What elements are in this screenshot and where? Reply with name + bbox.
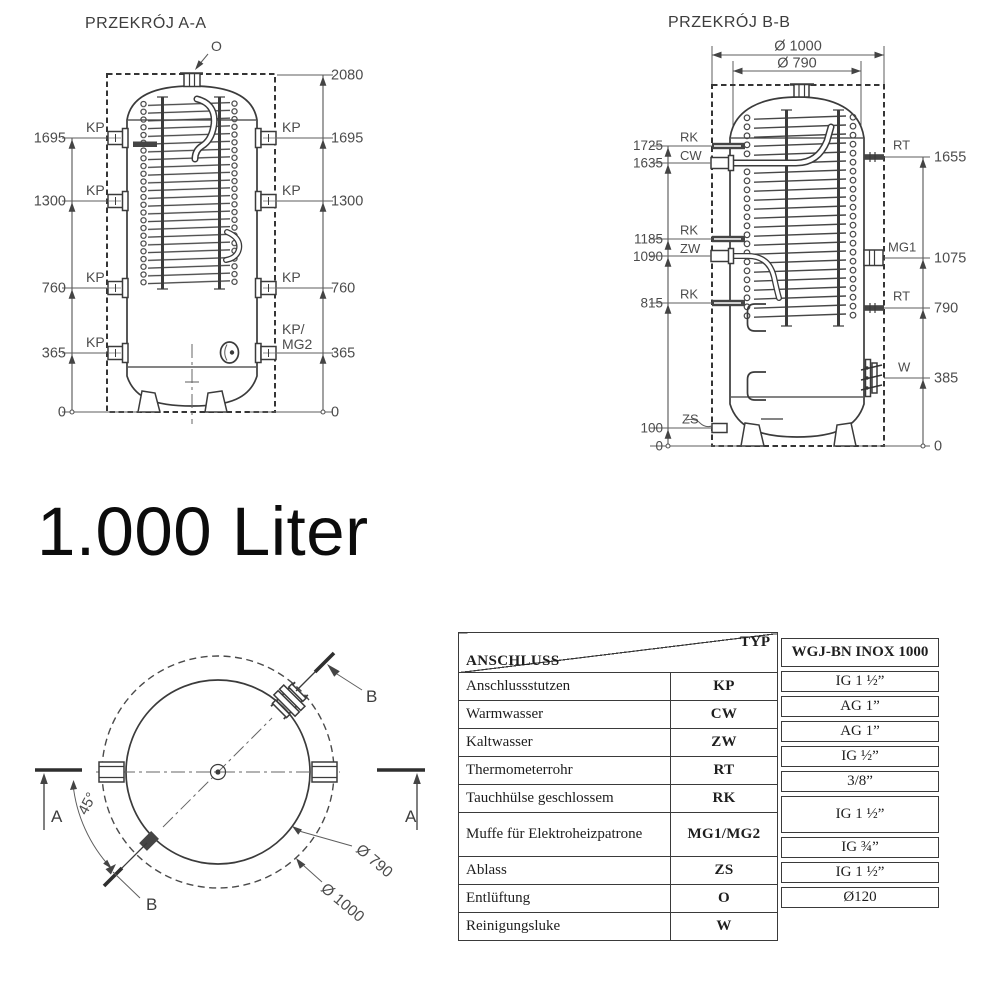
spec-table-values <box>781 634 939 912</box>
bb-rk-label: RK <box>680 286 699 302</box>
bb-dim-0-left: 0 <box>655 438 663 454</box>
row-name: Muffe für Elektroheizpatrone <box>459 813 671 857</box>
tv-flange-ne <box>267 678 312 723</box>
row-name: Warmwasser <box>459 701 671 729</box>
row-code: KP <box>671 673 778 701</box>
bb-rk-label: RK <box>680 129 699 145</box>
bb-top-nozzle <box>790 85 814 98</box>
tv-section-a-right <box>377 770 425 830</box>
section-aa-title: PRZEKRÓJ A-A <box>85 15 207 32</box>
aa-dim-2080: 2080 <box>331 67 364 84</box>
row-size: IG 1 ½” <box>781 671 939 692</box>
section-bb-title: PRZEKRÓJ B-B <box>668 14 791 31</box>
tv-a-label: A <box>51 807 63 826</box>
table-header-model: WGJ-BN INOX 1000 <box>781 638 939 667</box>
tv-section-a-left <box>35 770 82 830</box>
row-code: MG1/MG2 <box>671 813 778 857</box>
bb-rk-label: RK <box>680 222 699 238</box>
aa-kp-label: KP <box>282 182 301 198</box>
bb-zs-label: ZS <box>682 411 699 427</box>
bb-dim-chain-right <box>858 138 966 455</box>
tv-section-b-sw <box>104 843 157 914</box>
row-size: 3/8” <box>781 771 939 792</box>
aa-mg2-muffe <box>221 342 239 363</box>
tv-dia-1000 <box>296 858 368 926</box>
bb-rt-nozzle <box>864 303 884 313</box>
row-name: Tauchhülse geschlossem <box>459 785 671 813</box>
bb-cw-nozzle <box>711 156 734 171</box>
bb-dim-1075: 1075 <box>934 250 967 267</box>
connection-spec-table <box>458 632 939 941</box>
bb-dim-1725: 1725 <box>632 138 663 153</box>
aa-nozzles-left <box>108 129 128 363</box>
aa-vent-label: O <box>211 38 222 54</box>
bb-mg1-nozzle <box>864 250 883 266</box>
aa-dim-0-left: 0 <box>57 404 66 421</box>
aa-dim-chain-right <box>249 68 363 421</box>
bb-rk-nozzle <box>712 143 745 149</box>
section-aa-drawing <box>30 10 370 450</box>
section-bb-drawing <box>615 8 1000 460</box>
bb-rk-nozzle <box>712 236 745 242</box>
row-code: ZW <box>671 729 778 757</box>
bb-zw-nozzle <box>711 249 734 264</box>
row-name: Ablass <box>459 857 671 885</box>
bb-dim-chain-left <box>633 130 742 454</box>
row-size: IG ¾” <box>781 837 939 858</box>
tv-a-label: A <box>405 807 417 826</box>
aa-kp-label: KP <box>282 119 301 135</box>
bb-dim-815: 815 <box>640 295 663 311</box>
row-name: Kaltwasser <box>459 729 671 757</box>
aa-kp-label: KP <box>86 182 105 198</box>
bb-dim-790: 790 <box>934 300 959 317</box>
aa-dim-chain-left <box>34 119 140 421</box>
aa-heating-coil <box>133 97 239 289</box>
aa-kp-label: KP <box>86 269 105 285</box>
table-header-anschluss: ANSCHLUSS <box>466 653 560 669</box>
aa-dim-1300-right: 1300 <box>331 193 364 210</box>
row-code: RT <box>671 757 778 785</box>
bb-zw-label: ZW <box>680 241 701 256</box>
bb-dim-385: 385 <box>934 370 959 387</box>
row-name: Reinigungsluke <box>459 913 671 941</box>
tv-dia-1000-label: Ø 1000 <box>317 880 368 926</box>
table-header-corner <box>459 633 778 673</box>
spec-table-left <box>458 632 778 941</box>
row-name: Entlüftung <box>459 885 671 913</box>
bb-mg1-label: MG1 <box>888 239 917 255</box>
bb-dim-1655: 1655 <box>934 149 967 166</box>
aa-kp-mg2-label: KP/ <box>282 321 305 337</box>
bb-dim-100: 100 <box>640 420 663 436</box>
aa-kp-label: KP <box>86 334 105 350</box>
row-name: Thermometerrohr <box>459 757 671 785</box>
aa-foot-left <box>138 391 160 412</box>
row-name: Anschlussstutzen <box>459 673 671 701</box>
bb-dim-1635: 1635 <box>632 155 663 171</box>
bb-rt-label: RT <box>893 137 911 153</box>
aa-dim-1695-left: 1695 <box>33 130 66 147</box>
bb-foot-right <box>834 423 856 446</box>
tv-circles <box>96 656 340 888</box>
row-code: O <box>671 885 778 913</box>
aa-vent-nozzle <box>180 38 222 87</box>
bb-dia-790: Ø 790 <box>777 55 817 72</box>
row-code: RK <box>671 785 778 813</box>
tv-dia-790 <box>292 826 396 881</box>
aa-dim-365-right: 365 <box>331 345 356 362</box>
aa-kp-mg2-label: MG2 <box>282 336 313 352</box>
row-size: IG 1 ½” <box>781 796 939 833</box>
bb-rk-nozzle <box>712 300 745 306</box>
aa-kp-label: KP <box>282 269 301 285</box>
tv-b-label: B <box>366 687 378 706</box>
bb-clamp-lower <box>748 372 767 400</box>
row-size: IG 1 ½” <box>781 862 939 883</box>
bb-foot-left <box>741 423 764 446</box>
aa-kp-label: KP <box>86 119 105 135</box>
bb-dia-1000: Ø 1000 <box>774 38 822 55</box>
capacity-label: 1.000 Liter <box>37 493 369 570</box>
tv-b-label: B <box>146 895 158 914</box>
bb-dim-1090: 1090 <box>632 249 663 264</box>
tv-angle-label: 45° <box>74 789 101 818</box>
bb-dim-0-right: 0 <box>934 438 943 455</box>
row-size: AG 1” <box>781 721 939 742</box>
bb-dim-1185: 1185 <box>633 231 663 247</box>
aa-dim-0-right: 0 <box>331 404 340 421</box>
row-code: CW <box>671 701 778 729</box>
bb-heating-coil <box>731 110 858 400</box>
bb-rt-label: RT <box>893 288 911 304</box>
bb-cw-label: CW <box>680 148 702 163</box>
aa-sensor-pocket <box>133 142 157 148</box>
aa-dim-1300-left: 1300 <box>33 193 66 210</box>
row-size: AG 1” <box>781 696 939 717</box>
bb-rt-nozzle <box>864 152 884 162</box>
table-header-typ: TYP <box>740 634 770 650</box>
row-code: ZS <box>671 857 778 885</box>
tv-dia-790-label: Ø 790 <box>352 841 396 882</box>
row-code: W <box>671 913 778 941</box>
aa-dim-760-left: 760 <box>41 280 66 297</box>
bb-w-label: W <box>898 359 911 375</box>
row-size: Ø120 <box>781 887 939 908</box>
tv-angle-45 <box>70 780 112 869</box>
aa-dim-1695-right: 1695 <box>331 130 364 147</box>
top-view-drawing <box>20 618 450 953</box>
aa-foot-right <box>205 391 227 412</box>
aa-dim-760-right: 760 <box>331 280 356 297</box>
aa-dim-365-left: 365 <box>41 345 66 362</box>
row-size: IG ½” <box>781 746 939 767</box>
aa-nozzles-right <box>256 129 277 363</box>
